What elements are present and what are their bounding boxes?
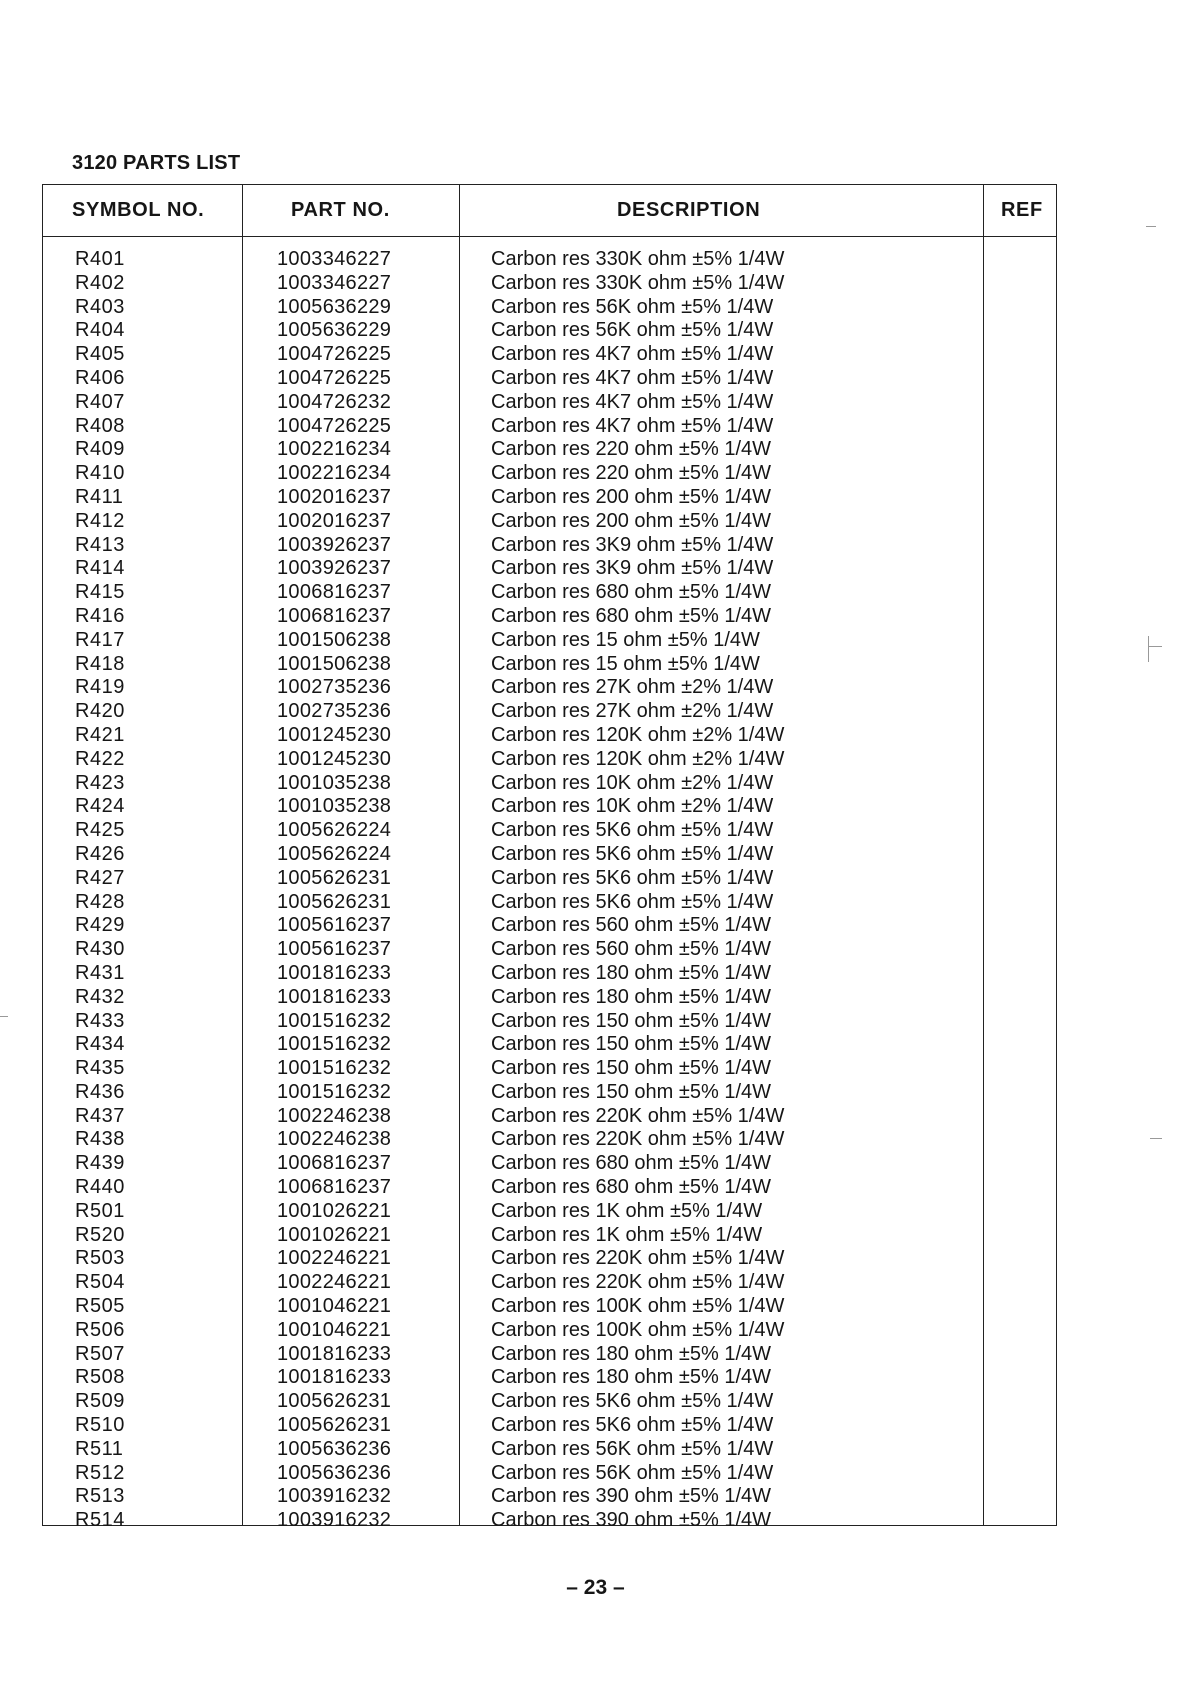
symbol-cell: R428 <box>75 890 125 913</box>
table-row <box>43 867 1056 891</box>
description-cell: Carbon res 390 ohm ±5% 1/4W <box>491 1509 771 1532</box>
table-row <box>43 914 1056 938</box>
part-number-cell: 1005616237 <box>277 938 392 961</box>
symbol-cell: R429 <box>75 914 125 937</box>
description-cell: Carbon res 220 ohm ±5% 1/4W <box>491 438 771 461</box>
table-row <box>43 700 1056 724</box>
part-number-cell: 1001245230 <box>277 747 392 770</box>
scan-mark <box>1148 646 1162 647</box>
symbol-cell: R418 <box>75 652 125 675</box>
part-number-cell: 1001026221 <box>277 1223 392 1246</box>
table-row <box>43 605 1056 629</box>
table-row <box>43 938 1056 962</box>
part-number-cell: 1005626224 <box>277 819 392 842</box>
symbol-cell: R403 <box>75 295 125 318</box>
table-row <box>43 1200 1056 1224</box>
description-cell: Carbon res 10K ohm ±2% 1/4W <box>491 795 774 818</box>
symbol-cell: R438 <box>75 1128 125 1151</box>
description-cell: Carbon res 15 ohm ±5% 1/4W <box>491 628 760 651</box>
description-cell: Carbon res 1K ohm ±5% 1/4W <box>491 1199 763 1222</box>
table-row <box>43 1105 1056 1129</box>
description-cell: Carbon res 680 ohm ±5% 1/4W <box>491 1152 771 1175</box>
part-number-cell: 1002216234 <box>277 438 392 461</box>
description-cell: Carbon res 5K6 ohm ±5% 1/4W <box>491 866 774 889</box>
symbol-cell: R520 <box>75 1223 125 1246</box>
table-row <box>43 534 1056 558</box>
part-number-cell: 1005626231 <box>277 890 392 913</box>
table-row <box>43 343 1056 367</box>
symbol-cell: R511 <box>75 1437 124 1460</box>
symbol-cell: R408 <box>75 414 125 437</box>
table-row <box>43 724 1056 748</box>
part-number-cell: 1003926237 <box>277 557 392 580</box>
table-row <box>43 1128 1056 1152</box>
part-number-cell: 1002246221 <box>277 1271 392 1294</box>
scan-mark <box>1146 226 1156 227</box>
part-number-cell: 1005626224 <box>277 842 392 865</box>
table-row <box>43 1152 1056 1176</box>
description-cell: Carbon res 150 ohm ±5% 1/4W <box>491 1057 771 1080</box>
table-row <box>43 1343 1056 1367</box>
table-row <box>43 676 1056 700</box>
table-row <box>43 1271 1056 1295</box>
description-cell: Carbon res 220K ohm ±5% 1/4W <box>491 1247 785 1270</box>
description-cell: Carbon res 150 ohm ±5% 1/4W <box>491 1080 771 1103</box>
symbol-cell: R409 <box>75 438 125 461</box>
table-row <box>43 819 1056 843</box>
header-part-no: PART NO. <box>291 199 390 221</box>
part-number-cell: 1005636236 <box>277 1461 392 1484</box>
table-row <box>43 1033 1056 1057</box>
description-cell: Carbon res 100K ohm ±5% 1/4W <box>491 1295 785 1318</box>
part-number-cell: 1001516232 <box>277 1033 392 1056</box>
symbol-cell: R427 <box>75 866 125 889</box>
symbol-cell: R430 <box>75 938 125 961</box>
symbol-cell: R422 <box>75 747 125 770</box>
symbol-cell: R402 <box>75 271 125 294</box>
part-number-cell: 1003926237 <box>277 533 392 556</box>
part-number-cell: 1005626231 <box>277 866 392 889</box>
part-number-cell: 1001816233 <box>277 1366 392 1389</box>
description-cell: Carbon res 680 ohm ±5% 1/4W <box>491 1176 771 1199</box>
part-number-cell: 1004726225 <box>277 414 392 437</box>
table-row <box>43 272 1056 296</box>
part-number-cell: 1003916232 <box>277 1485 392 1508</box>
table-row <box>43 1081 1056 1105</box>
part-number-cell: 1002016237 <box>277 509 392 532</box>
symbol-cell: R401 <box>75 248 125 270</box>
part-number-cell: 1001506238 <box>277 628 392 651</box>
table-row <box>43 795 1056 819</box>
description-cell: Carbon res 560 ohm ±5% 1/4W <box>491 938 771 961</box>
symbol-cell: R507 <box>75 1342 125 1365</box>
part-number-cell: 1001816233 <box>277 961 392 984</box>
symbol-cell: R431 <box>75 961 125 984</box>
table-row <box>43 319 1056 343</box>
table-row <box>43 1485 1056 1509</box>
description-cell: Carbon res 560 ohm ±5% 1/4W <box>491 914 771 937</box>
symbol-cell: R504 <box>75 1271 125 1294</box>
table-row <box>43 1462 1056 1486</box>
table-row <box>43 296 1056 320</box>
description-cell: Carbon res 5K6 ohm ±5% 1/4W <box>491 1390 774 1413</box>
header-ref: REF <box>1001 199 1043 221</box>
symbol-cell: R439 <box>75 1152 125 1175</box>
table-row <box>43 653 1056 677</box>
description-cell: Carbon res 150 ohm ±5% 1/4W <box>491 1009 771 1032</box>
description-cell: Carbon res 5K6 ohm ±5% 1/4W <box>491 842 774 865</box>
symbol-cell: R420 <box>75 700 125 723</box>
description-cell: Carbon res 120K ohm ±2% 1/4W <box>491 723 785 746</box>
description-cell: Carbon res 330K ohm ±5% 1/4W <box>491 271 785 294</box>
table-row <box>43 1176 1056 1200</box>
symbol-cell: R435 <box>75 1057 125 1080</box>
part-number-cell: 1005636229 <box>277 319 392 342</box>
symbol-cell: R410 <box>75 462 125 485</box>
part-number-cell: 1001046221 <box>277 1295 392 1318</box>
table-row <box>43 367 1056 391</box>
description-cell: Carbon res 56K ohm ±5% 1/4W <box>491 1437 774 1460</box>
description-cell: Carbon res 220 ohm ±5% 1/4W <box>491 462 771 485</box>
part-number-cell: 1004726225 <box>277 343 392 366</box>
part-number-cell: 1005626231 <box>277 1414 392 1437</box>
part-number-cell: 1001816233 <box>277 1342 392 1365</box>
symbol-cell: R426 <box>75 842 125 865</box>
symbol-cell: R434 <box>75 1033 125 1056</box>
symbol-cell: R424 <box>75 795 125 818</box>
table-row <box>43 486 1056 510</box>
table-row <box>43 1438 1056 1462</box>
part-number-cell: 1002246238 <box>277 1104 392 1127</box>
part-number-cell: 1005626231 <box>277 1390 392 1413</box>
description-cell: Carbon res 15 ohm ±5% 1/4W <box>491 652 760 675</box>
symbol-cell: R432 <box>75 985 125 1008</box>
description-cell: Carbon res 330K ohm ±5% 1/4W <box>491 248 785 270</box>
part-number-cell: 1006816237 <box>277 1176 392 1199</box>
description-cell: Carbon res 680 ohm ±5% 1/4W <box>491 604 771 627</box>
parts-rows <box>43 248 1056 1533</box>
table-row <box>43 891 1056 915</box>
part-number-cell: 1001245230 <box>277 723 392 746</box>
page-title: 3120 PARTS LIST <box>72 152 241 174</box>
description-cell: Carbon res 390 ohm ±5% 1/4W <box>491 1485 771 1508</box>
part-number-cell: 1006816237 <box>277 604 392 627</box>
symbol-cell: R406 <box>75 366 125 389</box>
table-row <box>43 772 1056 796</box>
symbol-cell: R509 <box>75 1390 125 1413</box>
symbol-cell: R506 <box>75 1318 125 1341</box>
table-row <box>43 415 1056 439</box>
description-cell: Carbon res 5K6 ohm ±5% 1/4W <box>491 890 774 913</box>
symbol-cell: R415 <box>75 581 125 604</box>
part-number-cell: 1001026221 <box>277 1199 392 1222</box>
table-row <box>43 510 1056 534</box>
table-row <box>43 1366 1056 1390</box>
symbol-cell: R404 <box>75 319 125 342</box>
table-row <box>43 1390 1056 1414</box>
symbol-cell: R412 <box>75 509 125 532</box>
symbol-cell: R514 <box>75 1509 125 1532</box>
description-cell: Carbon res 180 ohm ±5% 1/4W <box>491 1366 771 1389</box>
table-row <box>43 1247 1056 1271</box>
description-cell: Carbon res 5K6 ohm ±5% 1/4W <box>491 819 774 842</box>
table-row <box>43 581 1056 605</box>
table-row <box>43 1319 1056 1343</box>
symbol-cell: R413 <box>75 533 125 556</box>
part-number-cell: 1002735236 <box>277 676 392 699</box>
symbol-cell: R421 <box>75 723 125 746</box>
symbol-cell: R407 <box>75 390 125 413</box>
description-cell: Carbon res 4K7 ohm ±5% 1/4W <box>491 366 774 389</box>
part-number-cell: 1002216234 <box>277 462 392 485</box>
description-cell: Carbon res 1K ohm ±5% 1/4W <box>491 1223 763 1246</box>
description-cell: Carbon res 120K ohm ±2% 1/4W <box>491 747 785 770</box>
table-row <box>43 962 1056 986</box>
part-number-cell: 1001516232 <box>277 1009 392 1032</box>
part-number-cell: 1001816233 <box>277 985 392 1008</box>
part-number-cell: 1001506238 <box>277 652 392 675</box>
table-row <box>43 1295 1056 1319</box>
part-number-cell: 1005636236 <box>277 1437 392 1460</box>
part-number-cell: 1001035238 <box>277 795 392 818</box>
description-cell: Carbon res 200 ohm ±5% 1/4W <box>491 485 771 508</box>
symbol-cell: R411 <box>75 485 124 508</box>
symbol-cell: R508 <box>75 1366 125 1389</box>
symbol-cell: R503 <box>75 1247 125 1270</box>
description-cell: Carbon res 56K ohm ±5% 1/4W <box>491 319 774 342</box>
part-number-cell: 1004726225 <box>277 366 392 389</box>
header-divider <box>43 236 1056 237</box>
symbol-cell: R425 <box>75 819 125 842</box>
page-number: – 23 – <box>566 1576 625 1599</box>
description-cell: Carbon res 200 ohm ±5% 1/4W <box>491 509 771 532</box>
part-number-cell: 1005636229 <box>277 295 392 318</box>
part-number-cell: 1001516232 <box>277 1080 392 1103</box>
description-cell: Carbon res 180 ohm ±5% 1/4W <box>491 1342 771 1365</box>
table-row <box>43 438 1056 462</box>
symbol-cell: R513 <box>75 1485 125 1508</box>
description-cell: Carbon res 220K ohm ±5% 1/4W <box>491 1128 785 1151</box>
part-number-cell: 1006816237 <box>277 1152 392 1175</box>
scan-mark <box>0 1016 8 1017</box>
description-cell: Carbon res 150 ohm ±5% 1/4W <box>491 1033 771 1056</box>
description-cell: Carbon res 27K ohm ±2% 1/4W <box>491 676 774 699</box>
header-description: DESCRIPTION <box>617 199 761 221</box>
table-row <box>43 629 1056 653</box>
description-cell: Carbon res 180 ohm ±5% 1/4W <box>491 961 771 984</box>
symbol-cell: R512 <box>75 1461 125 1484</box>
description-cell: Carbon res 180 ohm ±5% 1/4W <box>491 985 771 1008</box>
symbol-cell: R436 <box>75 1080 125 1103</box>
symbol-cell: R433 <box>75 1009 125 1032</box>
symbol-cell: R405 <box>75 343 125 366</box>
part-number-cell: 1005616237 <box>277 914 392 937</box>
symbol-cell: R510 <box>75 1414 125 1437</box>
table-row <box>43 391 1056 415</box>
scan-mark <box>1150 1138 1162 1139</box>
symbol-cell: R501 <box>75 1199 125 1222</box>
description-cell: Carbon res 56K ohm ±5% 1/4W <box>491 295 774 318</box>
description-cell: Carbon res 3K9 ohm ±5% 1/4W <box>491 557 774 580</box>
description-cell: Carbon res 27K ohm ±2% 1/4W <box>491 700 774 723</box>
description-cell: Carbon res 4K7 ohm ±5% 1/4W <box>491 414 774 437</box>
part-number-cell: 1001035238 <box>277 771 392 794</box>
table-row <box>43 1509 1056 1533</box>
symbol-cell: R416 <box>75 604 125 627</box>
part-number-cell: 1001046221 <box>277 1318 392 1341</box>
table-row <box>43 843 1056 867</box>
table-row <box>43 986 1056 1010</box>
table-row <box>43 557 1056 581</box>
description-cell: Carbon res 100K ohm ±5% 1/4W <box>491 1318 785 1341</box>
symbol-cell: R417 <box>75 628 125 651</box>
part-number-cell: 1004726232 <box>277 390 392 413</box>
table-row <box>43 1010 1056 1034</box>
scan-mark <box>1148 636 1149 662</box>
part-number-cell: 1002016237 <box>277 485 392 508</box>
description-cell: Carbon res 680 ohm ±5% 1/4W <box>491 581 771 604</box>
table-row <box>43 1414 1056 1438</box>
table-row <box>43 1224 1056 1248</box>
part-number-cell: 1002246238 <box>277 1128 392 1151</box>
description-cell: Carbon res 56K ohm ±5% 1/4W <box>491 1461 774 1484</box>
table-row <box>43 748 1056 772</box>
part-number-cell: 1003346227 <box>277 271 392 294</box>
description-cell: Carbon res 220K ohm ±5% 1/4W <box>491 1271 785 1294</box>
part-number-cell: 1001516232 <box>277 1057 392 1080</box>
description-cell: Carbon res 5K6 ohm ±5% 1/4W <box>491 1414 774 1437</box>
table-row <box>43 462 1056 486</box>
symbol-cell: R419 <box>75 676 125 699</box>
part-number-cell: 1002735236 <box>277 700 392 723</box>
part-number-cell: 1003916232 <box>277 1509 392 1532</box>
symbol-cell: R505 <box>75 1295 125 1318</box>
description-cell: Carbon res 10K ohm ±2% 1/4W <box>491 771 774 794</box>
symbol-cell: R440 <box>75 1176 125 1199</box>
header-symbol-no: SYMBOL NO. <box>72 199 205 221</box>
description-cell: Carbon res 3K9 ohm ±5% 1/4W <box>491 533 774 556</box>
table-row <box>43 1057 1056 1081</box>
part-number-cell: 1002246221 <box>277 1247 392 1270</box>
description-cell: Carbon res 220K ohm ±5% 1/4W <box>491 1104 785 1127</box>
part-number-cell: 1006816237 <box>277 581 392 604</box>
symbol-cell: R437 <box>75 1104 125 1127</box>
description-cell: Carbon res 4K7 ohm ±5% 1/4W <box>491 343 774 366</box>
parts-table <box>42 184 1057 1532</box>
symbol-cell: R414 <box>75 557 125 580</box>
description-cell: Carbon res 4K7 ohm ±5% 1/4W <box>491 390 774 413</box>
part-number-cell: 1003346227 <box>277 248 392 270</box>
table-row <box>43 248 1056 272</box>
symbol-cell: R423 <box>75 771 125 794</box>
